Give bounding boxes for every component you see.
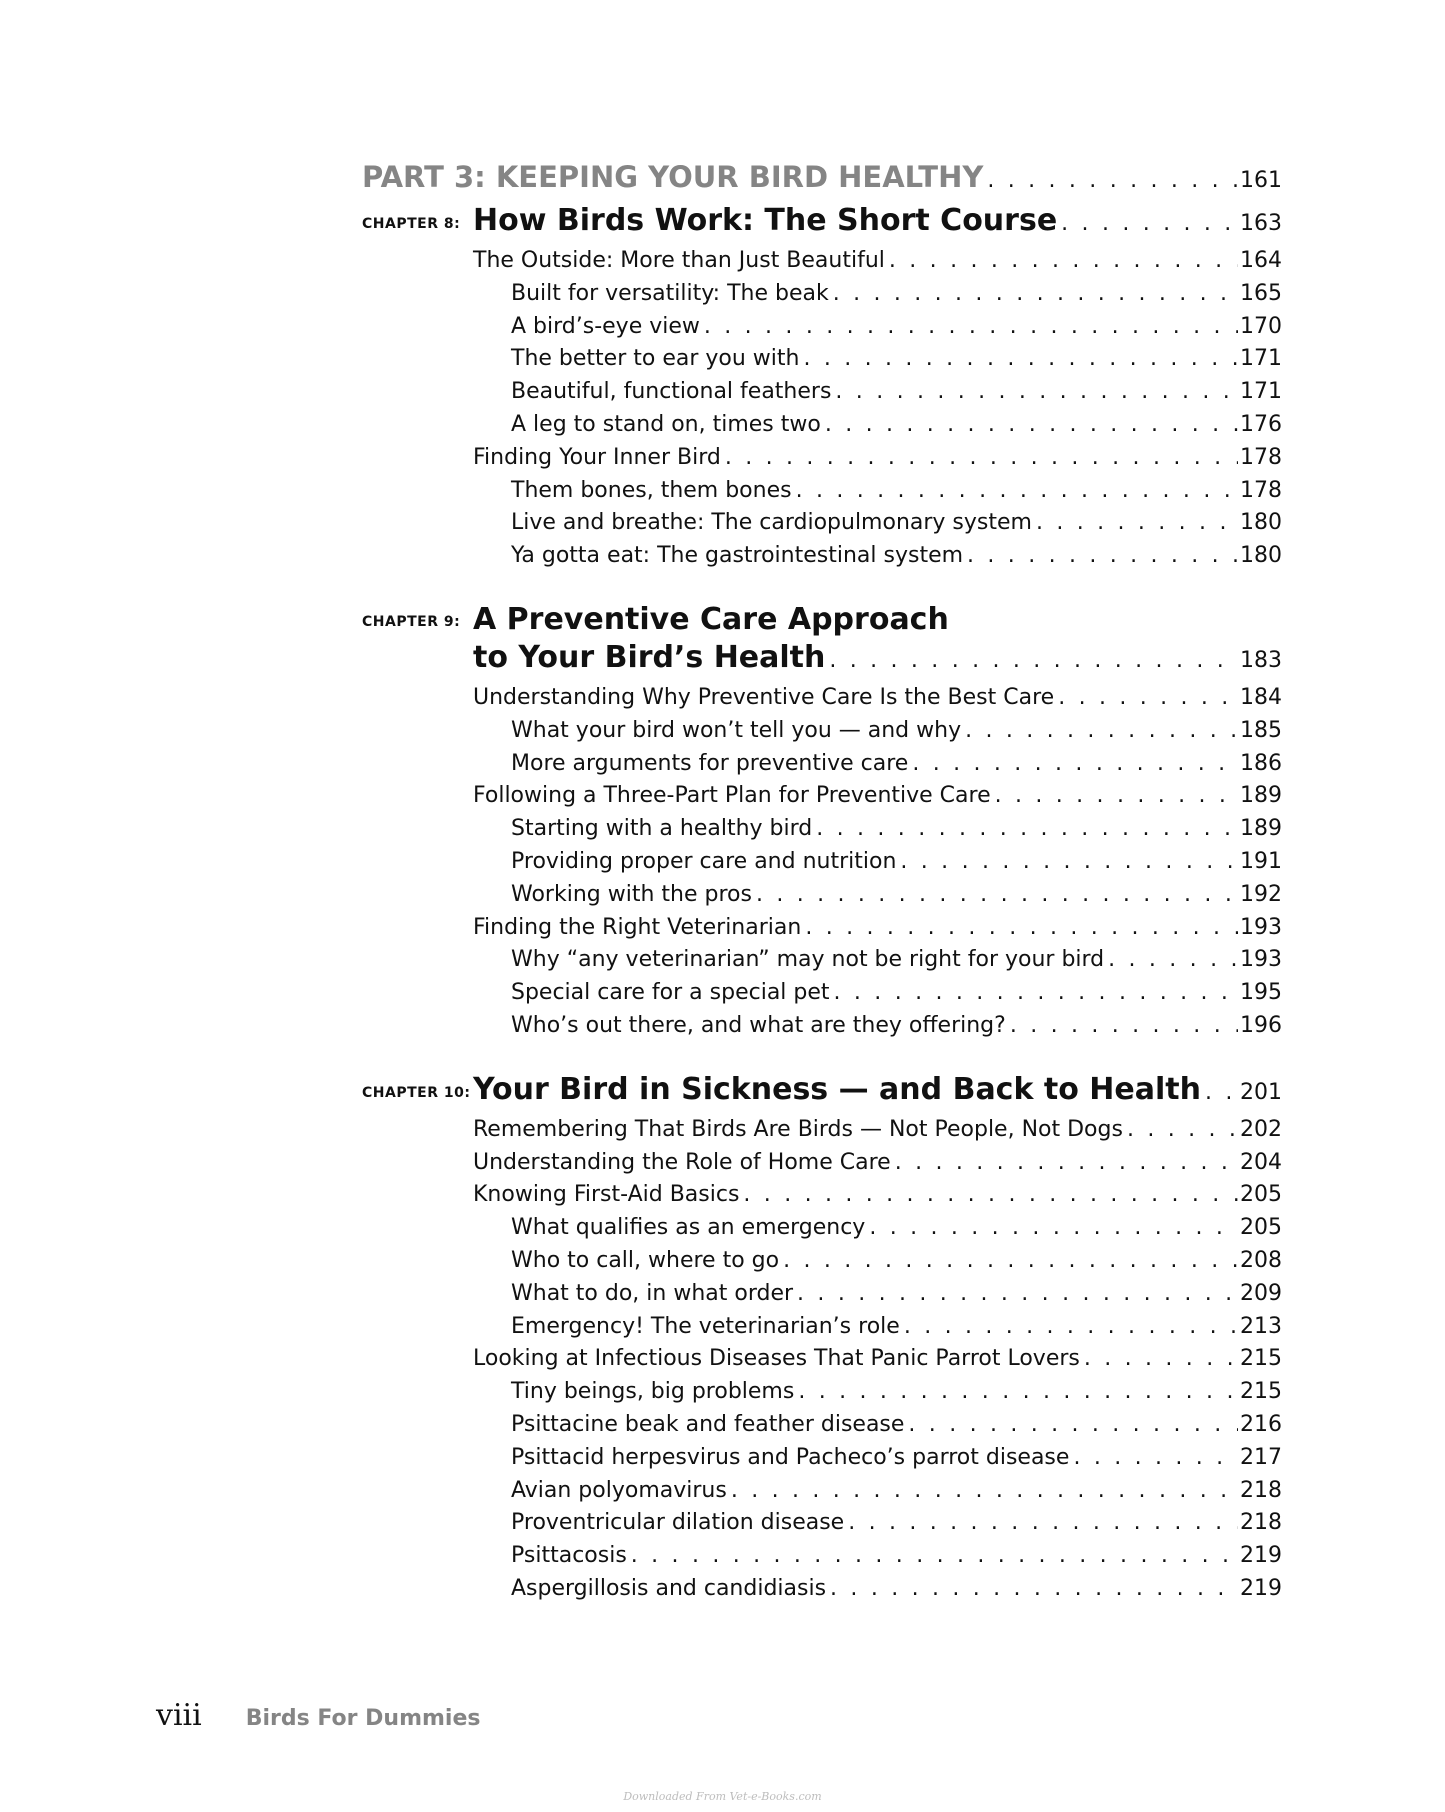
toc-subsection-row[interactable] bbox=[473, 1376, 1282, 1409]
toc-subsection-row[interactable] bbox=[473, 311, 1282, 344]
entry-title: Proventricular dilation disease bbox=[511, 1510, 845, 1536]
entry-title: Providing proper care and nutrition bbox=[511, 848, 897, 874]
chapter-10-block bbox=[362, 1071, 1282, 1606]
toc-subsection-row[interactable] bbox=[473, 977, 1282, 1010]
entry-title: Starting with a healthy bird bbox=[511, 816, 813, 842]
running-book-title: Birds For Dummies bbox=[245, 1706, 481, 1731]
toc-section-row[interactable] bbox=[473, 1114, 1282, 1147]
dot-leader bbox=[965, 715, 1238, 748]
toc-section-row[interactable] bbox=[473, 1179, 1282, 1212]
dot-leader bbox=[1073, 1442, 1238, 1475]
page-footer bbox=[156, 1698, 480, 1733]
page-number: 205 bbox=[1240, 1182, 1282, 1208]
toc-section-row[interactable] bbox=[473, 1343, 1282, 1376]
page-number: 165 bbox=[1240, 280, 1282, 306]
page-number: 180 bbox=[1240, 543, 1282, 569]
entry-title: The Outside: More than Just Beautiful bbox=[473, 248, 885, 273]
page-number: 178 bbox=[1240, 444, 1282, 470]
page-number: 191 bbox=[1240, 848, 1282, 874]
entry-title: Psittacid herpesvirus and Pacheco’s parrot disease bbox=[511, 1444, 1070, 1470]
toc-subsection-row[interactable] bbox=[473, 1442, 1282, 1475]
chapter-entries bbox=[473, 1114, 1282, 1606]
entry-title: Who to call, where to go bbox=[511, 1247, 780, 1273]
dot-leader bbox=[1010, 1010, 1238, 1043]
page-number: 215 bbox=[1240, 1379, 1282, 1405]
entry-title: What qualifies as an emergency bbox=[511, 1215, 866, 1241]
page-number: 171 bbox=[1240, 346, 1282, 372]
chapter-title: Your Bird in Sickness — and Back to Health bbox=[473, 1071, 1201, 1107]
toc-subsection-row[interactable] bbox=[473, 1507, 1282, 1540]
entry-title: More arguments for preventive care bbox=[511, 750, 909, 776]
page-number: 204 bbox=[1240, 1149, 1282, 1175]
dot-leader bbox=[731, 1475, 1238, 1508]
page-number: 218 bbox=[1240, 1477, 1282, 1503]
toc-subsection-row[interactable] bbox=[473, 343, 1282, 376]
toc-section-row[interactable] bbox=[473, 912, 1282, 945]
page-number: 193 bbox=[1240, 914, 1282, 940]
chapter-entries bbox=[473, 245, 1282, 573]
entry-title: Remembering That Birds Are Birds — Not People, Not Dogs bbox=[473, 1116, 1123, 1142]
dot-leader bbox=[830, 1573, 1238, 1606]
page-number: 171 bbox=[1240, 379, 1282, 405]
page-number: 184 bbox=[1240, 684, 1282, 710]
dot-leader bbox=[816, 813, 1238, 846]
page-number: 180 bbox=[1240, 510, 1282, 536]
dot-leader bbox=[1127, 1114, 1238, 1147]
toc-subsection-row[interactable] bbox=[473, 1278, 1282, 1311]
entry-title: Following a Three-Part Plan for Preventive Care bbox=[473, 783, 991, 809]
dot-leader bbox=[798, 1376, 1238, 1409]
chapter-8-block bbox=[362, 202, 1282, 573]
page-number: 189 bbox=[1240, 783, 1282, 809]
chapter-title-row[interactable] bbox=[473, 1071, 1282, 1112]
toc-subsection-row[interactable] bbox=[473, 1540, 1282, 1573]
toc-section-row[interactable] bbox=[473, 780, 1282, 813]
entry-title: Special care for a special pet bbox=[511, 980, 830, 1006]
entry-title: Understanding Why Preventive Care Is the Best Care bbox=[473, 684, 1055, 710]
dot-leader bbox=[889, 245, 1238, 278]
toc-subsection-row[interactable] bbox=[473, 1409, 1282, 1442]
page-number: 196 bbox=[1240, 1012, 1282, 1038]
entry-title: Avian polyomavirus bbox=[511, 1477, 727, 1503]
page-number: 215 bbox=[1240, 1346, 1282, 1372]
chapter-title-row[interactable] bbox=[473, 202, 1282, 243]
chapter-title-line-1[interactable]: A Preventive Care Approach bbox=[473, 601, 949, 637]
toc-subsection-row[interactable] bbox=[473, 1245, 1282, 1278]
dot-leader bbox=[631, 1540, 1238, 1573]
entry-title: Built for versatility: The beak bbox=[511, 280, 829, 306]
entry-title: Why “any veterinarian” may not be right for your bird bbox=[511, 947, 1105, 973]
page-number: 170 bbox=[1240, 313, 1282, 339]
entry-title: Beautiful, functional feathers bbox=[511, 379, 832, 405]
toc-subsection-row[interactable] bbox=[473, 1311, 1282, 1344]
dot-leader bbox=[900, 846, 1238, 879]
dot-leader bbox=[743, 1179, 1238, 1212]
page-number: 209 bbox=[1240, 1280, 1282, 1306]
entry-title: Psittacine beak and feather disease bbox=[511, 1411, 905, 1437]
page-number: 186 bbox=[1240, 750, 1282, 776]
page-number: 201 bbox=[1240, 1079, 1282, 1105]
toc-subsection-row[interactable] bbox=[473, 1212, 1282, 1245]
entry-title: Ya gotta eat: The gastrointestinal system bbox=[511, 543, 964, 569]
toc-subsection-row[interactable] bbox=[473, 879, 1282, 912]
dot-leader bbox=[1058, 682, 1238, 715]
table-of-contents bbox=[362, 160, 1282, 1606]
toc-subsection-row[interactable] bbox=[473, 944, 1282, 977]
toc-subsection-row[interactable] bbox=[473, 1573, 1282, 1606]
page-number: 193 bbox=[1240, 947, 1282, 973]
page-number: 219 bbox=[1240, 1543, 1282, 1569]
page-number: 178 bbox=[1240, 477, 1282, 503]
dot-leader bbox=[803, 343, 1238, 376]
entry-title: Live and breathe: The cardiopulmonary system bbox=[511, 510, 1032, 536]
toc-subsection-row[interactable] bbox=[473, 813, 1282, 846]
toc-subsection-row[interactable] bbox=[473, 748, 1282, 781]
page-number: 219 bbox=[1240, 1575, 1282, 1601]
entry-title: Aspergillosis and candidiasis bbox=[511, 1575, 827, 1601]
watermark: Downloaded From Vet-e-Books.com bbox=[623, 1790, 822, 1803]
dot-leader bbox=[797, 1278, 1238, 1311]
dot-leader bbox=[1036, 507, 1238, 540]
toc-subsection-row[interactable] bbox=[473, 409, 1282, 442]
dot-leader bbox=[848, 1507, 1238, 1540]
dot-leader bbox=[967, 540, 1238, 573]
dot-leader bbox=[825, 409, 1238, 442]
page-number: 164 bbox=[1240, 248, 1282, 273]
page-number: 195 bbox=[1240, 980, 1282, 1006]
dot-leader bbox=[1205, 1074, 1238, 1112]
entry-title: Them bones, them bones bbox=[511, 477, 792, 503]
dot-leader bbox=[1084, 1343, 1238, 1376]
entry-title: What to do, in what order bbox=[511, 1280, 794, 1306]
page-number: 205 bbox=[1240, 1215, 1282, 1241]
chapter-title-row[interactable] bbox=[473, 639, 1282, 680]
part-heading-row[interactable] bbox=[362, 160, 1282, 194]
entry-title: Working with the pros bbox=[511, 881, 752, 907]
chapter-title: How Birds Work: The Short Course bbox=[473, 203, 1058, 238]
toc-subsection-row[interactable] bbox=[473, 278, 1282, 311]
page-number: 185 bbox=[1240, 717, 1282, 743]
chapter-label: CHAPTER 10: bbox=[362, 1084, 471, 1101]
page-number: 189 bbox=[1240, 816, 1282, 842]
chapter-9-block bbox=[362, 601, 1282, 1043]
toc-subsection-row[interactable] bbox=[473, 1475, 1282, 1508]
chapter-label: CHAPTER 8: bbox=[362, 216, 461, 232]
toc-section-row[interactable] bbox=[473, 245, 1282, 278]
toc-section-row[interactable] bbox=[473, 682, 1282, 715]
dot-leader bbox=[908, 1409, 1238, 1442]
dot-leader bbox=[833, 278, 1238, 311]
page-number: 161 bbox=[1240, 168, 1282, 193]
chapter-title-line-2: to Your Bird’s Health bbox=[473, 639, 826, 675]
dot-leader bbox=[756, 879, 1238, 912]
entry-title: A leg to stand on, times two bbox=[511, 411, 821, 437]
page-number: 208 bbox=[1240, 1247, 1282, 1273]
entry-title: Knowing First-Aid Basics bbox=[473, 1182, 740, 1208]
dot-leader bbox=[835, 376, 1238, 409]
page-number: 202 bbox=[1240, 1116, 1282, 1142]
toc-subsection-row[interactable] bbox=[473, 715, 1282, 748]
entry-title: Psittacosis bbox=[511, 1543, 627, 1569]
page-number: 163 bbox=[1240, 211, 1282, 236]
dot-leader bbox=[995, 780, 1238, 813]
toc-subsection-row[interactable] bbox=[473, 376, 1282, 409]
page-number: 183 bbox=[1240, 647, 1282, 673]
dot-leader bbox=[895, 1147, 1238, 1180]
dot-leader bbox=[704, 311, 1238, 344]
entry-title: Finding the Right Veterinarian bbox=[473, 914, 802, 940]
toc-subsection-row[interactable] bbox=[473, 846, 1282, 879]
chapter-entries bbox=[473, 682, 1282, 1043]
toc-subsection-row[interactable] bbox=[473, 540, 1282, 573]
entry-title: Understanding the Role of Home Care bbox=[473, 1149, 891, 1175]
dot-leader bbox=[904, 1311, 1238, 1344]
page-folio: viii bbox=[156, 1698, 202, 1733]
entry-title: Emergency! The veterinarian’s role bbox=[511, 1313, 900, 1339]
dot-leader bbox=[805, 912, 1238, 945]
dot-leader bbox=[869, 1212, 1238, 1245]
dot-leader bbox=[987, 168, 1238, 193]
entry-title: The better to ear you with bbox=[511, 346, 800, 372]
toc-subsection-row[interactable] bbox=[473, 475, 1282, 508]
toc-section-row[interactable] bbox=[473, 442, 1282, 475]
entry-title: Tiny beings, big problems bbox=[511, 1379, 795, 1405]
toc-subsection-row[interactable] bbox=[473, 1010, 1282, 1043]
page-number: 213 bbox=[1240, 1313, 1282, 1339]
dot-leader bbox=[1108, 944, 1238, 977]
toc-section-row[interactable] bbox=[473, 1147, 1282, 1180]
page-number: 218 bbox=[1240, 1510, 1282, 1536]
entry-title: A bird’s-eye view bbox=[511, 313, 700, 339]
entry-title: Finding Your Inner Bird bbox=[473, 444, 721, 470]
entry-title: What your bird won’t tell you — and why bbox=[511, 717, 962, 743]
part-title: PART 3: KEEPING YOUR BIRD HEALTHY bbox=[362, 160, 984, 194]
dot-leader bbox=[912, 748, 1238, 781]
entry-title: Who’s out there, and what are they offering? bbox=[511, 1012, 1006, 1038]
page-number: 192 bbox=[1240, 881, 1282, 907]
dot-leader bbox=[796, 475, 1238, 508]
entry-title: Looking at Infectious Diseases That Panic Parrot Lovers bbox=[473, 1346, 1080, 1372]
page-number: 176 bbox=[1240, 411, 1282, 437]
dot-leader bbox=[834, 977, 1238, 1010]
chapter-label: CHAPTER 9: bbox=[362, 613, 461, 630]
page-number: 216 bbox=[1240, 1411, 1282, 1437]
dot-leader bbox=[1061, 205, 1238, 243]
dot-leader bbox=[725, 442, 1238, 475]
dot-leader bbox=[783, 1245, 1238, 1278]
toc-subsection-row[interactable] bbox=[473, 507, 1282, 540]
page-number: 217 bbox=[1240, 1444, 1282, 1470]
dot-leader bbox=[829, 642, 1238, 680]
